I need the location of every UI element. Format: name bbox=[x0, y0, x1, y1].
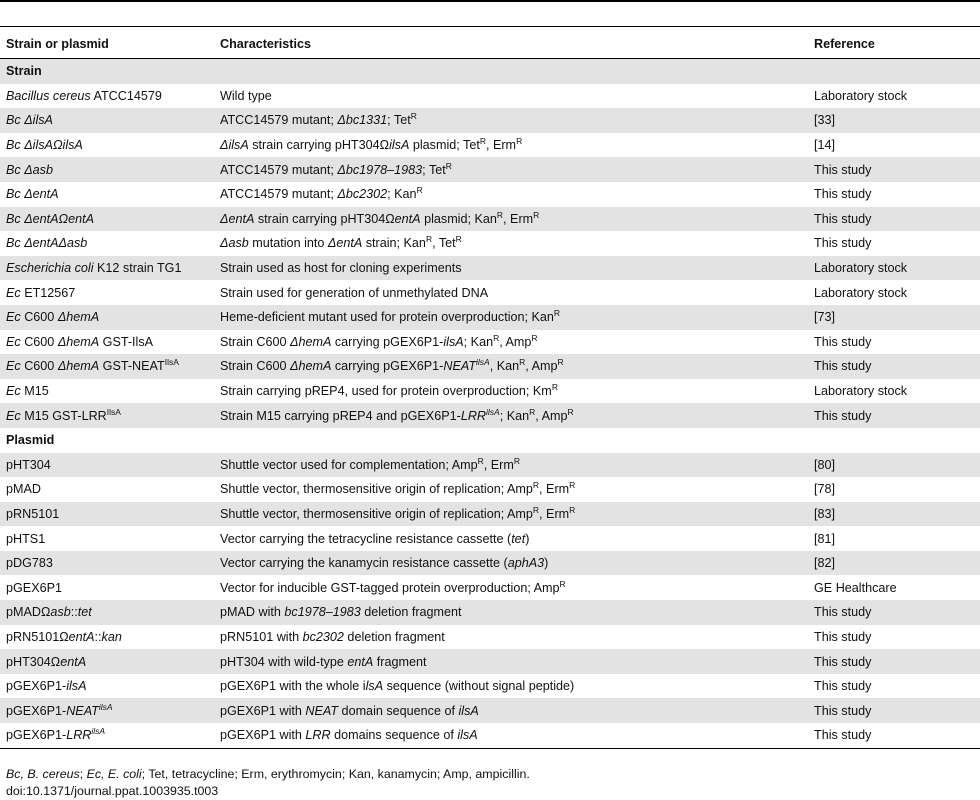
table-body bbox=[0, 59, 980, 749]
characteristics-cell: pGEX6P1 with NEAT domain sequence of ilsA bbox=[214, 698, 808, 723]
table-row bbox=[0, 453, 980, 478]
column-header-strain: Strain or plasmid bbox=[0, 30, 214, 59]
strain-or-plasmid-cell: pMAD bbox=[6, 482, 41, 497]
strain-or-plasmid-cell: Ec ET12567 bbox=[6, 285, 76, 300]
characteristics-cell: pRN5101 with bc2302 deletion fragment bbox=[220, 629, 445, 644]
table-row bbox=[0, 84, 980, 109]
table-row bbox=[0, 526, 980, 551]
table-row bbox=[0, 698, 980, 723]
table-row bbox=[0, 600, 980, 625]
reference-cell: This study bbox=[808, 403, 980, 428]
characteristics-cell: ATCC14579 mutant; Δbc1978–1983; Tet$^R$ bbox=[214, 157, 808, 182]
table-row bbox=[0, 477, 980, 502]
section-label: Strain bbox=[0, 59, 980, 84]
strain-or-plasmid-cell: $pGEX6P1-LRR^{ilsA}$ bbox=[0, 723, 214, 748]
reference-cell: [83] bbox=[808, 502, 980, 527]
strain-or-plasmid-cell: Ec C600 ΔhemA GST-IlsA bbox=[6, 334, 154, 349]
reference-cell: This study bbox=[814, 236, 872, 251]
reference-cell: This study bbox=[814, 629, 872, 644]
characteristics-cell: Vector carrying the kanamycin resistance cassette (aphA3) bbox=[214, 551, 808, 576]
reference-cell: [82] bbox=[808, 551, 980, 576]
reference-cell: [81] bbox=[814, 531, 836, 546]
reference-cell: [80] bbox=[808, 453, 980, 478]
characteristics-cell: Vector carrying the tetracycline resistance cassette (tet) bbox=[220, 531, 530, 546]
header-rule bbox=[0, 26, 980, 27]
characteristics-cell: pHT304 with wild-type entA fragment bbox=[214, 649, 808, 674]
reference-cell: [78] bbox=[814, 482, 836, 497]
characteristics-cell: Vector for inducible GST-tagged protein overproduction; Amp$^R$ bbox=[220, 578, 566, 595]
strain-or-plasmid-cell: pGEX6P1-ilsA bbox=[6, 679, 87, 694]
strains-plasmids-table bbox=[0, 30, 980, 749]
reference-cell: This study bbox=[808, 354, 980, 379]
characteristics-cell: ATCC14579 mutant; Δbc1331; Tet$^R$ bbox=[214, 108, 808, 133]
strain-or-plasmid-cell: Ec C600 ΔhemA bbox=[0, 305, 214, 330]
section-header-row bbox=[0, 59, 980, 84]
strain-or-plasmid-cell: Bc Δasb bbox=[0, 157, 214, 182]
reference-cell: This study bbox=[808, 698, 980, 723]
table-row bbox=[0, 354, 980, 379]
characteristics-cell: Shuttle vector, thermosensitive origin of replication; Amp$^R$, Erm$^R$ bbox=[214, 502, 808, 527]
reference-cell: This study bbox=[814, 679, 872, 694]
table-row bbox=[0, 379, 980, 404]
strain-or-plasmid-cell: Bc ΔilsA bbox=[0, 108, 214, 133]
characteristics-cell: Strain used for generation of unmethylated DNA bbox=[220, 285, 489, 300]
characteristics-cell: Δasb mutation into ΔentA strain; Kan$^R$, Tet$^R$ bbox=[220, 234, 462, 251]
column-header-reference: Reference bbox=[808, 30, 980, 59]
reference-cell: This study bbox=[808, 157, 980, 182]
characteristics-cell: pGEX6P1 with the whole ilsA sequence (without signal peptide) bbox=[220, 679, 575, 694]
table-row bbox=[0, 256, 980, 281]
doi-text: doi:10.1371/journal.ppat.1003935.t003 bbox=[6, 784, 219, 798]
strain-or-plasmid-cell: pDG783 bbox=[0, 551, 214, 576]
characteristics-cell: pGEX6P1 with LRR domains sequence of ilsA bbox=[214, 723, 808, 748]
reference-cell: [73] bbox=[808, 305, 980, 330]
strain-or-plasmid-cell: pMADΩasb::tet bbox=[0, 600, 214, 625]
table-row bbox=[0, 231, 980, 256]
strain-or-plasmid-cell: Ec M15 bbox=[6, 384, 49, 399]
reference-cell: This study bbox=[808, 600, 980, 625]
table-header-row bbox=[0, 30, 980, 59]
reference-cell: Laboratory stock bbox=[808, 256, 980, 281]
table-row bbox=[0, 502, 980, 527]
reference-cell: This study bbox=[808, 207, 980, 232]
strain-or-plasmid-cell: pRN5101ΩentA::kan bbox=[6, 629, 122, 644]
table-row bbox=[0, 133, 980, 158]
section-label: Plasmid bbox=[6, 433, 55, 448]
characteristics-cell: ΔentA strain carrying pHT304ΩentA plasmid; Kan$^R$, Erm$^R$ bbox=[214, 207, 808, 232]
table-row bbox=[0, 723, 980, 748]
strain-or-plasmid-cell: Bc ΔentAΩentA bbox=[0, 207, 214, 232]
table-row bbox=[0, 305, 980, 330]
characteristics-cell: ΔilsA strain carrying pHT304ΩilsA plasmid; Tet$^R$, Erm$^R$ bbox=[220, 136, 523, 153]
reference-cell: This study bbox=[814, 187, 872, 202]
table-row bbox=[0, 157, 980, 182]
characteristics-cell: Strain C600 ΔhemA carrying $pGEX6P1-NEAT^{ilsA}$, Kan$^R$, Amp$^R$ bbox=[214, 354, 808, 379]
strain-or-plasmid-cell: pHT304ΩentA bbox=[0, 649, 214, 674]
table-row bbox=[0, 551, 980, 576]
strain-or-plasmid-cell: Escherichia coli K12 strain TG1 bbox=[0, 256, 214, 281]
characteristics-cell: ATCC14579 mutant; Δbc2302; Kan$^R$ bbox=[220, 185, 423, 202]
table-footnote bbox=[6, 766, 530, 800]
characteristics-cell: Strain used as host for cloning experiments bbox=[214, 256, 808, 281]
table-row bbox=[0, 207, 980, 232]
characteristics-cell: Strain C600 ΔhemA carrying pGEX6P1-ilsA; Kan$^R$, Amp$^R$ bbox=[220, 332, 538, 349]
reference-cell: GE Healthcare bbox=[814, 580, 897, 595]
strain-or-plasmid-cell: Ec C600 ΔhemA GST-$NEAT^{IlsA}$ bbox=[0, 354, 214, 379]
reference-cell: Laboratory stock bbox=[814, 285, 908, 300]
strain-or-plasmid-cell: pGEX6P1 bbox=[6, 580, 63, 595]
characteristics-cell: Shuttle vector used for complementation; Amp$^R$, Erm$^R$ bbox=[214, 453, 808, 478]
reference-cell: This study bbox=[808, 649, 980, 674]
abbreviations-note: Bc, B. cereus; Ec, E. coli; Tet, tetracycline; Erm, erythromycin; Kan, kanamycin; Amp, ampicillin. bbox=[6, 767, 530, 781]
column-header-characteristics: Characteristics bbox=[214, 30, 808, 59]
table-row bbox=[0, 674, 980, 699]
characteristics-cell: Strain carrying pREP4, used for protein overproduction; $Km^R$ bbox=[220, 382, 558, 399]
characteristics-cell: Shuttle vector, thermosensitive origin of replication; Amp$^R$, Erm$^R$ bbox=[220, 480, 576, 497]
reference-cell: [14] bbox=[814, 138, 836, 153]
strain-or-plasmid-cell: Bc ΔentA bbox=[6, 187, 59, 202]
characteristics-cell: Strain M15 carrying pREP4 and $pGEX6P1-LRR^{ilsA}$; Kan$^R$, Amp$^R$ bbox=[214, 403, 808, 428]
table-row bbox=[0, 575, 980, 600]
reference-cell: Laboratory stock bbox=[814, 88, 908, 103]
table-row bbox=[0, 182, 980, 207]
reference-cell: This study bbox=[814, 334, 872, 349]
reference-cell: This study bbox=[808, 723, 980, 748]
strain-or-plasmid-cell: Bc ΔentAΔasb bbox=[6, 236, 88, 251]
characteristics-cell: Heme-deficient mutant used for protein overproduction; Kan$^R$ bbox=[214, 305, 808, 330]
strain-or-plasmid-cell: $pGEX6P1-NEAT^{ilsA}$ bbox=[0, 698, 214, 723]
table-row bbox=[0, 108, 980, 133]
strain-or-plasmid-cell: Bc ΔilsAΩilsA bbox=[6, 138, 83, 153]
table-row bbox=[0, 280, 980, 305]
strain-or-plasmid-cell: pHT304 bbox=[0, 453, 214, 478]
table-row bbox=[0, 330, 980, 355]
table-row bbox=[0, 649, 980, 674]
reference-cell: [33] bbox=[808, 108, 980, 133]
reference-cell: Laboratory stock bbox=[814, 384, 908, 399]
characteristics-cell: Wild type bbox=[220, 88, 272, 103]
top-rule bbox=[0, 0, 980, 2]
strain-or-plasmid-cell: Ec M15 GST-$LRR^{IlsA}$ bbox=[0, 403, 214, 428]
strain-or-plasmid-cell: pHTS1 bbox=[6, 531, 46, 546]
table-row bbox=[0, 625, 980, 650]
characteristics-cell: pMAD with bc1978–1983 deletion fragment bbox=[214, 600, 808, 625]
section-header-row bbox=[0, 428, 980, 453]
table-row bbox=[0, 403, 980, 428]
strain-or-plasmid-cell: Bacillus cereus ATCC14579 bbox=[6, 88, 162, 103]
strain-or-plasmid-cell: pRN5101 bbox=[0, 502, 214, 527]
